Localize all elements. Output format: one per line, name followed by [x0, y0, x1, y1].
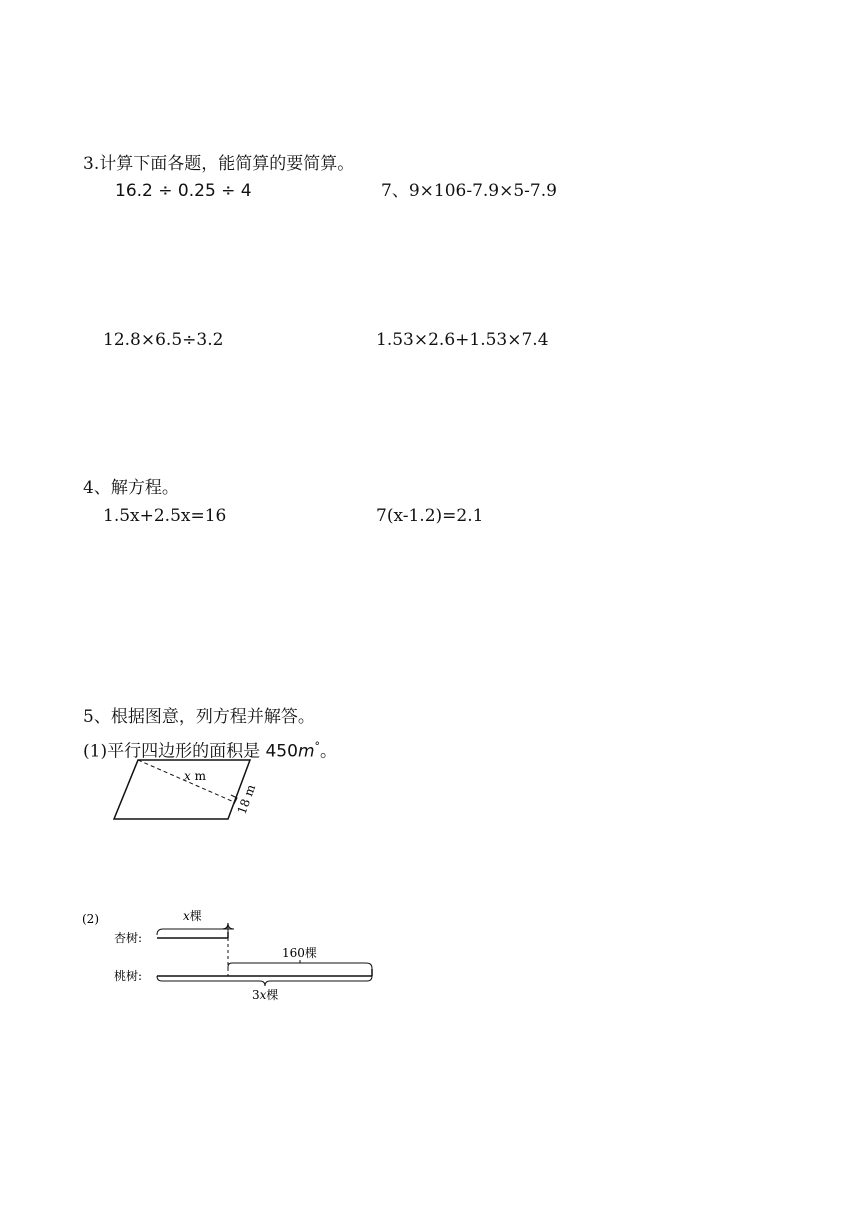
q5-part1-prefix: (1)平行四边形的面积是 — [83, 741, 266, 762]
parallelogram-shape — [114, 760, 250, 819]
difference-label: 160棵 — [282, 946, 317, 960]
parallelogram-figure — [100, 756, 270, 828]
q4-item-2: 7(x-1.2)=2.1 — [376, 506, 484, 526]
q5-title: 5、根据图意，列方程并解答。 — [83, 707, 315, 727]
q5-part1-suffix: 。 — [320, 741, 337, 762]
q3-item-4: 1.53×2.6+1.53×7.4 — [376, 330, 549, 350]
apricot-top-brace — [157, 923, 234, 935]
difference-brace — [228, 963, 372, 971]
q3-item-3: 12.8×6.5÷3.2 — [103, 330, 224, 350]
q4-title: 4、解方程。 — [83, 478, 179, 498]
q3-item-2: 7、9×106-7.9×5-7.9 — [381, 181, 557, 201]
apricot-length-label: x棵 — [183, 909, 202, 923]
q3-title: 3.计算下面各题，能简算的要简算。 — [83, 154, 355, 174]
q5-part1-sup: ° — [314, 740, 320, 753]
q5-part1-value: 450 — [265, 741, 298, 762]
tree-diagram — [80, 905, 390, 1005]
q3-item-1: 16.2 ÷ 0.25 ÷ 4 — [115, 181, 252, 201]
total-label: 3x棵 — [252, 988, 279, 1002]
q4-item-1: 1.5x+2.5x=16 — [103, 506, 227, 526]
parallelogram-x-label: x m — [184, 769, 206, 783]
peach-label: 桃树: — [114, 969, 143, 983]
apricot-label: 杏树: — [114, 931, 143, 945]
q5-part1-unit: m — [297, 741, 315, 762]
total-brace — [157, 976, 372, 986]
parallelogram-side-label: 18 m — [234, 782, 259, 817]
diagram-number: (2) — [82, 912, 99, 926]
